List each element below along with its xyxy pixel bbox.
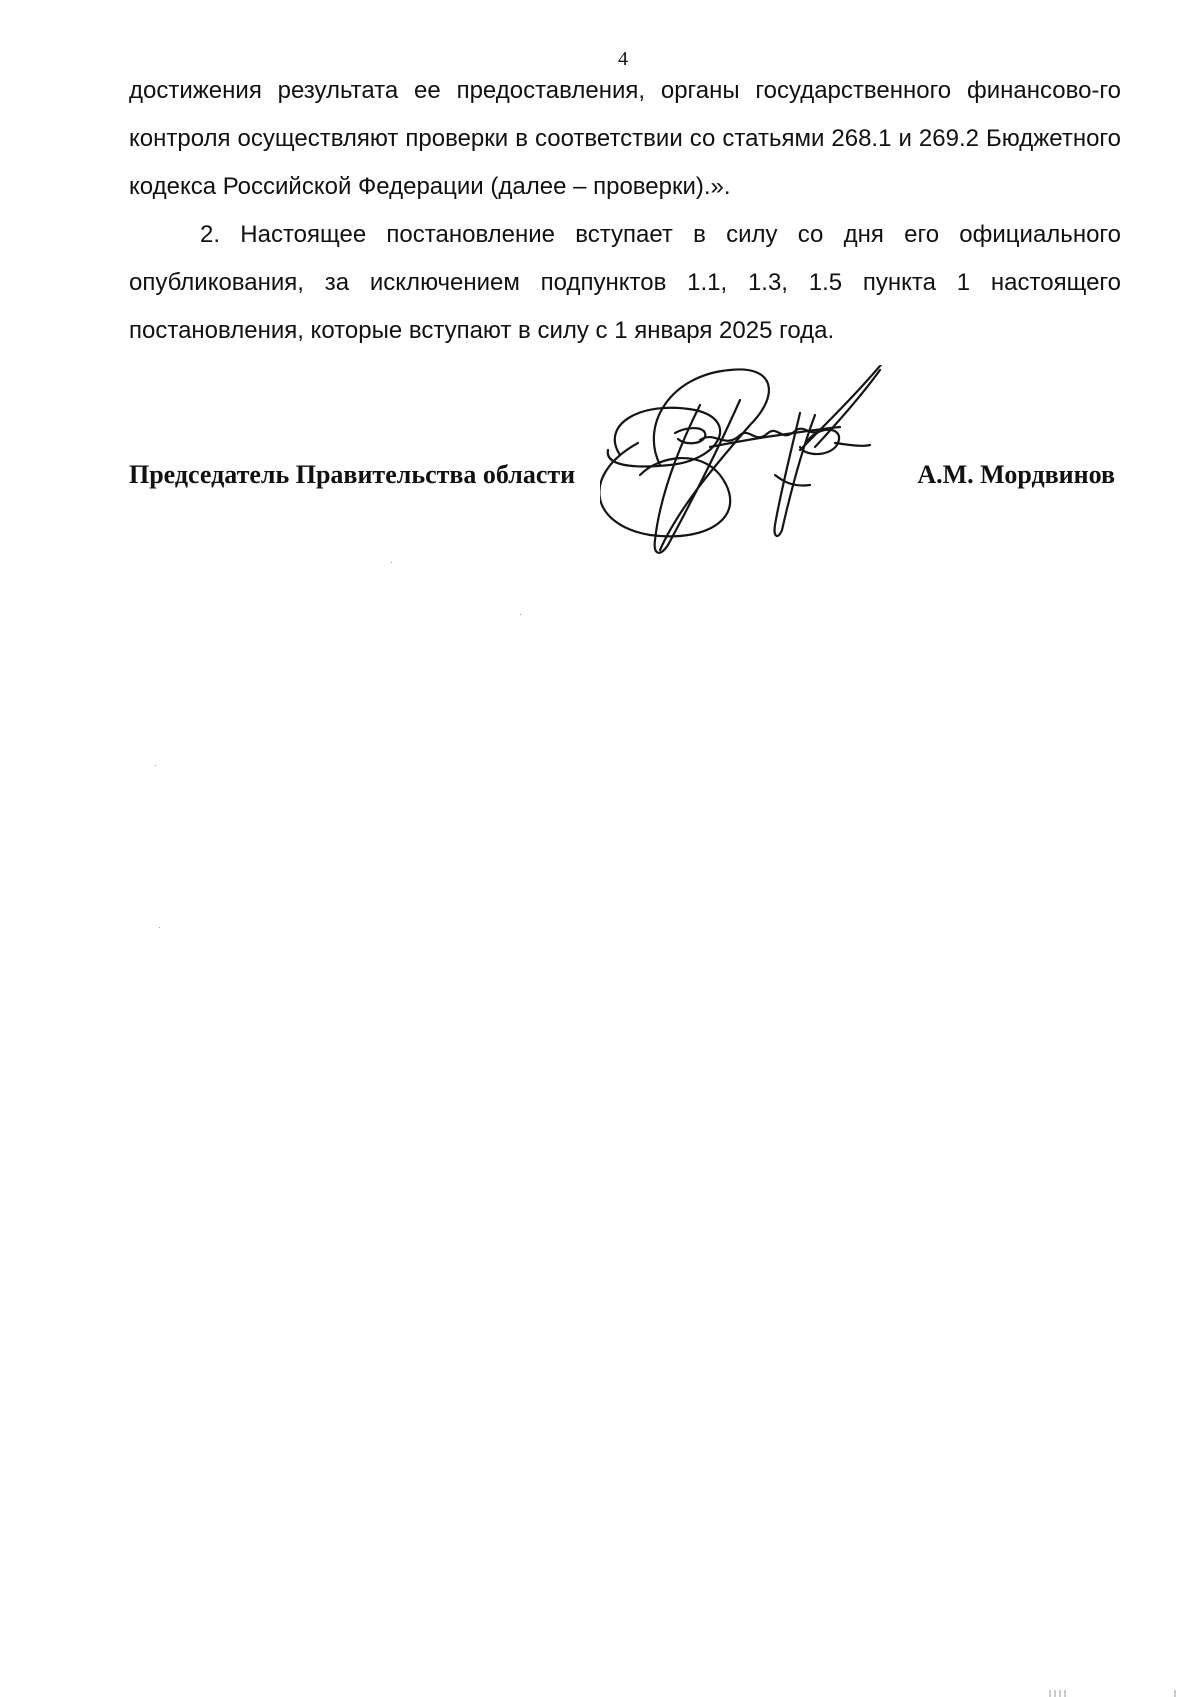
paragraph-continuation: достижения результата ее предоставления, органы государственного финансово-го контроля осуществляют проверки в соответствии со статьями 268.1 и 269.2 Бюджетного кодекса Российской Федерации (далее – проверки).». (129, 77, 1121, 200)
scan-edge-marks (1040, 1690, 1180, 1697)
scan-speck (155, 765, 156, 766)
document-body (129, 67, 1121, 355)
page-number: 4 (618, 48, 628, 70)
scan-speck (391, 562, 392, 563)
paragraph-effective-date: 2. Настоящее постановление вступает в силу со дня его официального опубликования, за исключением подпунктов 1.1, 1.3, 1.5 пункта 1 настоящего постановления, которые вступают в силу с 1 января 2025 года. (129, 221, 1121, 344)
scan-speck (159, 927, 160, 928)
scan-speck (520, 614, 521, 615)
handwritten-signature (600, 365, 960, 565)
signer-title: Председатель Правительства области (129, 460, 576, 489)
signer-name: А.М. Мордвинов (917, 460, 1115, 489)
